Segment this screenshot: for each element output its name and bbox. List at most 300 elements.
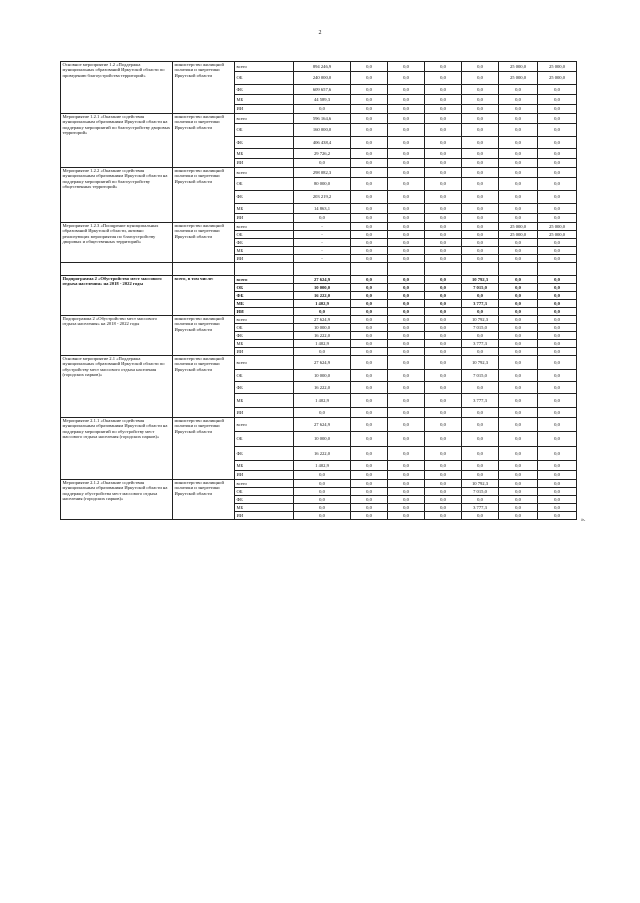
funding-source-cell: ФБ xyxy=(235,191,294,204)
funding-source-cell: ИИ xyxy=(235,159,294,168)
value-cell: 25 000,0 xyxy=(538,231,577,239)
funding-source-cell: всего xyxy=(235,480,294,488)
funding-source-cell: МБ xyxy=(235,340,294,348)
value-cell: 0,0 xyxy=(499,394,538,408)
value-cell: 0,0 xyxy=(351,223,388,231)
program-name-cell: Мероприятие 1.2.2 «Оказание содействия муниципальным образованиям Иркутской области на поддержку мероприятий по благоустройству общественных территорий» xyxy=(61,168,173,223)
table-row xyxy=(61,356,577,370)
value-cell: 0,0 xyxy=(388,124,425,137)
value-cell: 0,0 xyxy=(388,408,425,418)
value-cell: 0,0 xyxy=(351,316,388,324)
value-cell: 0,0 xyxy=(425,204,462,214)
value-cell: 3 777,3 xyxy=(462,394,499,408)
value-cell: 25 000,0 xyxy=(499,72,538,85)
value-cell: 0,0 xyxy=(462,432,499,447)
funding-source-cell: всего xyxy=(235,356,294,370)
spacer-cell xyxy=(351,263,388,276)
value-cell: 16 222,0 xyxy=(294,382,351,394)
value-cell: 0,0 xyxy=(388,255,425,263)
value-cell: 0,0 xyxy=(351,62,388,72)
value-cell: 10 000,0 xyxy=(294,432,351,447)
funding-source-cell: всего xyxy=(235,62,294,72)
value-cell: 0,0 xyxy=(499,356,538,370)
value-cell: 44 589,3 xyxy=(294,95,351,105)
value-cell: 0,0 xyxy=(351,191,388,204)
value-cell: 0,0 xyxy=(388,72,425,85)
funding-table xyxy=(60,61,577,520)
value-cell: 0,0 xyxy=(538,471,577,480)
value-cell: 14 863,1 xyxy=(294,204,351,214)
value-cell: 0,0 xyxy=(538,370,577,382)
value-cell: 0,0 xyxy=(538,382,577,394)
value-cell: 0,0 xyxy=(351,408,388,418)
value-cell: 0,0 xyxy=(351,159,388,168)
value-cell: 0,0 xyxy=(425,149,462,159)
value-cell: 0,0 xyxy=(294,308,351,316)
value-cell: 0,0 xyxy=(425,504,462,512)
value-cell: 0,0 xyxy=(538,300,577,308)
value-cell: 1 402,9 xyxy=(294,461,351,471)
value-cell: 0,0 xyxy=(538,124,577,137)
funding-source-cell: всего xyxy=(235,418,294,432)
value-cell: 0,0 xyxy=(462,231,499,239)
value-cell: 0,0 xyxy=(462,418,499,432)
value-cell: 0,0 xyxy=(294,488,351,496)
value-cell: 0,0 xyxy=(538,461,577,471)
value-cell: 0,0 xyxy=(425,85,462,95)
value-cell: 0,0 xyxy=(538,137,577,149)
value-cell: 0,0 xyxy=(351,85,388,95)
funding-source-cell: МБ xyxy=(235,394,294,408)
value-cell: 0,0 xyxy=(538,85,577,95)
funding-source-cell: ФБ xyxy=(235,85,294,95)
value-cell: 0,0 xyxy=(462,214,499,223)
spacer-cell xyxy=(538,263,577,276)
value-cell: 0,0 xyxy=(425,356,462,370)
value-cell: 0,0 xyxy=(351,418,388,432)
value-cell: 0,0 xyxy=(351,72,388,85)
table-row xyxy=(61,418,577,432)
value-cell: 0,0 xyxy=(538,149,577,159)
value-cell: 0,0 xyxy=(388,496,425,504)
value-cell: 7 015,0 xyxy=(462,488,499,496)
value-cell: 0,0 xyxy=(538,348,577,356)
funding-source-cell: ОБ xyxy=(235,284,294,292)
funding-source-cell: ФБ xyxy=(235,496,294,504)
value-cell: 0,0 xyxy=(351,255,388,263)
funding-source-cell: ФБ xyxy=(235,239,294,247)
value-cell: 0,0 xyxy=(425,394,462,408)
value-cell: 0,0 xyxy=(351,332,388,340)
value-cell: 0,0 xyxy=(351,137,388,149)
value-cell: 0,0 xyxy=(388,62,425,72)
value-cell: 0,0 xyxy=(388,137,425,149)
value-cell: 10 000,0 xyxy=(294,324,351,332)
value-cell: 16 222,0 xyxy=(294,447,351,461)
value-cell: 0,0 xyxy=(425,447,462,461)
value-cell: 0,0 xyxy=(388,276,425,284)
value-cell: 0,0 xyxy=(462,461,499,471)
value-cell: 0,0 xyxy=(462,149,499,159)
value-cell: 0,0 xyxy=(499,239,538,247)
value-cell: - xyxy=(294,255,351,263)
value-cell: 0,0 xyxy=(462,168,499,178)
value-cell: 0,0 xyxy=(351,447,388,461)
value-cell: 0,0 xyxy=(462,348,499,356)
executor-cell: министерство жилищной политики и энергетики Иркутской области xyxy=(173,356,235,418)
value-cell: 0,0 xyxy=(351,496,388,504)
value-cell: 0,0 xyxy=(351,178,388,191)
value-cell: 0,0 xyxy=(538,316,577,324)
value-cell: 0,0 xyxy=(351,204,388,214)
value-cell: 0,0 xyxy=(538,168,577,178)
program-name-cell: Основное мероприятие 2.1 «Поддержка муниципальных образований Иркутской области по обустройству мест массового отдыха населения (городских парков)» xyxy=(61,356,173,418)
value-cell: 0,0 xyxy=(538,488,577,496)
value-cell: 0,0 xyxy=(351,348,388,356)
value-cell: 0,0 xyxy=(351,370,388,382)
value-cell: 0,0 xyxy=(351,292,388,300)
value-cell: 0,0 xyxy=(499,512,538,520)
value-cell: 0,0 xyxy=(388,247,425,255)
value-cell: 0,0 xyxy=(425,62,462,72)
value-cell: 0,0 xyxy=(538,332,577,340)
value-cell: 0,0 xyxy=(462,191,499,204)
value-cell: 0,0 xyxy=(499,471,538,480)
value-cell: 0,0 xyxy=(351,168,388,178)
value-cell: 0,0 xyxy=(462,247,499,255)
value-cell: 0,0 xyxy=(538,114,577,124)
value-cell: 0,0 xyxy=(425,105,462,114)
value-cell: 0,0 xyxy=(425,168,462,178)
spacer-cell xyxy=(462,263,499,276)
funding-table-body xyxy=(61,62,577,520)
value-cell: 0,0 xyxy=(388,512,425,520)
value-cell: 1 402,9 xyxy=(294,300,351,308)
funding-source-cell: МБ xyxy=(235,504,294,512)
value-cell: 0,0 xyxy=(538,408,577,418)
funding-source-cell: ИИ xyxy=(235,214,294,223)
value-cell: 160 000,0 xyxy=(294,124,351,137)
value-cell: 0,0 xyxy=(388,178,425,191)
funding-source-cell: ФБ xyxy=(235,292,294,300)
value-cell: 0,0 xyxy=(294,348,351,356)
value-cell: 0,0 xyxy=(388,356,425,370)
funding-source-cell: МБ xyxy=(235,95,294,105)
value-cell: 0,0 xyxy=(388,159,425,168)
value-cell: 0,0 xyxy=(462,308,499,316)
value-cell: 0,0 xyxy=(351,340,388,348)
value-cell: 0,0 xyxy=(538,276,577,284)
value-cell: 0,0 xyxy=(499,408,538,418)
spacer-cell xyxy=(173,263,235,276)
value-cell: 0,0 xyxy=(425,300,462,308)
value-cell: 10 792,3 xyxy=(462,276,499,284)
value-cell: 0,0 xyxy=(499,85,538,95)
funding-source-cell: ИИ xyxy=(235,408,294,418)
value-cell: 29 726,2 xyxy=(294,149,351,159)
value-cell: 0,0 xyxy=(425,488,462,496)
value-cell: 0,0 xyxy=(462,124,499,137)
funding-source-cell: ИИ xyxy=(235,348,294,356)
executor-cell: всего, в том числе: xyxy=(173,276,235,316)
value-cell: 0,0 xyxy=(388,85,425,95)
value-cell: 0,0 xyxy=(351,105,388,114)
value-cell: 0,0 xyxy=(499,178,538,191)
program-name-cell: Подпрограмма 2 «Обустройство мест массового отдыха населения» на 2018 - 2022 годы xyxy=(61,276,173,316)
value-cell: 0,0 xyxy=(425,95,462,105)
value-cell: 0,0 xyxy=(462,239,499,247)
value-cell: 0,0 xyxy=(388,231,425,239)
value-cell: 0,0 xyxy=(499,324,538,332)
value-cell: 0,0 xyxy=(499,95,538,105)
value-cell: 0,0 xyxy=(499,292,538,300)
table-row xyxy=(61,223,577,231)
value-cell: 0,0 xyxy=(388,447,425,461)
table-row xyxy=(61,168,577,178)
value-cell: 0,0 xyxy=(388,332,425,340)
value-cell: 0,0 xyxy=(462,471,499,480)
value-cell: 0,0 xyxy=(388,370,425,382)
value-cell: 0,0 xyxy=(388,324,425,332)
table-row xyxy=(61,480,577,488)
value-cell: 0,0 xyxy=(388,300,425,308)
executor-cell: министерство жилищной политики и энергетики Иркутской области xyxy=(173,418,235,480)
value-cell: 0,0 xyxy=(462,408,499,418)
value-cell: 0,0 xyxy=(425,512,462,520)
value-cell: 0,0 xyxy=(351,504,388,512)
value-cell: 0,0 xyxy=(388,488,425,496)
funding-source-cell: МБ xyxy=(235,300,294,308)
value-cell: 0,0 xyxy=(425,231,462,239)
value-cell: 0,0 xyxy=(499,247,538,255)
value-cell: 0,0 xyxy=(462,223,499,231)
value-cell: 0,0 xyxy=(499,300,538,308)
value-cell: 0,0 xyxy=(538,496,577,504)
value-cell: 0,0 xyxy=(351,239,388,247)
executor-cell: министерство жилищной политики и энергетики Иркутской области xyxy=(173,223,235,263)
value-cell: 0,0 xyxy=(499,447,538,461)
value-cell: 0,0 xyxy=(425,332,462,340)
funding-source-cell: всего xyxy=(235,276,294,284)
program-name-cell: Мероприятие 1.2.1 «Оказание содействия муниципальным образованиям Иркутской области на поддержку мероприятий по благоустройству дворовых территорий» xyxy=(61,114,173,168)
value-cell: 1 402,9 xyxy=(294,340,351,348)
funding-source-cell: ИИ xyxy=(235,255,294,263)
value-cell: 0,0 xyxy=(351,124,388,137)
funding-source-cell: ИИ xyxy=(235,105,294,114)
value-cell: - xyxy=(294,239,351,247)
value-cell: 0,0 xyxy=(538,191,577,204)
value-cell: 0,0 xyxy=(499,214,538,223)
value-cell: 0,0 xyxy=(462,512,499,520)
funding-source-cell: ОБ xyxy=(235,72,294,85)
value-cell: 0,0 xyxy=(499,105,538,114)
value-cell: 0,0 xyxy=(351,231,388,239)
program-name-cell: Мероприятие 1.2.3 «Поощрение муниципальных образований Иркутской области, активно реализующих мероприятия по благоустройству дворовых и общественных территорий» xyxy=(61,223,173,263)
value-cell: 25 000,0 xyxy=(499,223,538,231)
value-cell: 0,0 xyxy=(425,382,462,394)
value-cell: 0,0 xyxy=(462,95,499,105)
value-cell: 0,0 xyxy=(294,512,351,520)
spacer-cell xyxy=(61,263,173,276)
value-cell: 0,0 xyxy=(425,471,462,480)
funding-source-cell: ОБ xyxy=(235,178,294,191)
value-cell: 0,0 xyxy=(538,105,577,114)
value-cell: 10 000,0 xyxy=(294,370,351,382)
value-cell: 7 015,0 xyxy=(462,284,499,292)
value-cell: 0,0 xyxy=(425,340,462,348)
value-cell: 0,0 xyxy=(425,480,462,488)
value-cell: 0,0 xyxy=(538,292,577,300)
value-cell: 0,0 xyxy=(462,292,499,300)
value-cell: 0,0 xyxy=(351,214,388,223)
value-cell: 0,0 xyxy=(499,382,538,394)
value-cell: 0,0 xyxy=(499,191,538,204)
value-cell: 0,0 xyxy=(499,480,538,488)
value-cell: 0,0 xyxy=(499,432,538,447)
program-name-cell: Основное мероприятие 1.2 «Поддержка муниципальных образований Иркутской области по проведению благоустройства территорий» xyxy=(61,62,173,114)
value-cell: 0,0 xyxy=(499,370,538,382)
value-cell: 0,0 xyxy=(388,149,425,159)
value-cell: 0,0 xyxy=(425,418,462,432)
value-cell: 0,0 xyxy=(462,332,499,340)
value-cell: 0,0 xyxy=(425,292,462,300)
value-cell: 0,0 xyxy=(425,223,462,231)
value-cell: 0,0 xyxy=(462,382,499,394)
value-cell: 10 792,3 xyxy=(462,356,499,370)
value-cell: 0,0 xyxy=(388,316,425,324)
value-cell: 240 000,0 xyxy=(294,72,351,85)
value-cell: 894 246,9 xyxy=(294,62,351,72)
funding-source-cell: ОБ xyxy=(235,231,294,239)
value-cell: 0,0 xyxy=(388,471,425,480)
value-cell: 0,0 xyxy=(351,382,388,394)
funding-source-cell: всего xyxy=(235,168,294,178)
executor-cell: министерство жилищной политики и энергетики Иркутской области xyxy=(173,62,235,114)
value-cell: 0,0 xyxy=(351,114,388,124)
value-cell: 0,0 xyxy=(499,504,538,512)
spacer-cell xyxy=(294,263,351,276)
value-cell: 0,0 xyxy=(294,159,351,168)
value-cell: 0,0 xyxy=(425,114,462,124)
spacer-cell xyxy=(235,263,294,276)
value-cell: 0,0 xyxy=(538,512,577,520)
funding-source-cell: МБ xyxy=(235,461,294,471)
executor-cell: министерство жилищной политики и энергетики Иркутской области xyxy=(173,480,235,520)
value-cell: 0,0 xyxy=(462,178,499,191)
value-cell: 25 000,0 xyxy=(538,62,577,72)
value-cell: 0,0 xyxy=(388,284,425,292)
program-name-cell: Мероприятие 2.1.2 «Оказание содействия муниципальным образованиям Иркутской области на поддержку обустройства мест массового отдыха населения (городских парков)» xyxy=(61,480,173,520)
value-cell: 0,0 xyxy=(499,308,538,316)
value-cell: 0,0 xyxy=(351,461,388,471)
value-cell: 0,0 xyxy=(462,255,499,263)
value-cell: 0,0 xyxy=(425,432,462,447)
value-cell: 0,0 xyxy=(538,95,577,105)
value-cell: 27 624,9 xyxy=(294,418,351,432)
funding-source-cell: ФБ xyxy=(235,447,294,461)
value-cell: 0,0 xyxy=(294,480,351,488)
value-cell: 0,0 xyxy=(425,370,462,382)
value-cell: 0,0 xyxy=(388,292,425,300)
funding-source-cell: ОБ xyxy=(235,488,294,496)
value-cell: 0,0 xyxy=(538,340,577,348)
value-cell: 7 015,0 xyxy=(462,370,499,382)
value-cell: 0,0 xyxy=(294,214,351,223)
value-cell: 0,0 xyxy=(351,480,388,488)
value-cell: 0,0 xyxy=(499,137,538,149)
table-row xyxy=(61,114,577,124)
value-cell: 0,0 xyxy=(425,408,462,418)
value-cell: 0,0 xyxy=(462,114,499,124)
value-cell: - xyxy=(294,223,351,231)
value-cell: 10 000,0 xyxy=(294,284,351,292)
spacer-row xyxy=(61,263,577,276)
value-cell: 0,0 xyxy=(425,191,462,204)
funding-source-cell: МБ xyxy=(235,247,294,255)
value-cell: 25 000,0 xyxy=(538,72,577,85)
value-cell: 0,0 xyxy=(351,247,388,255)
funding-source-cell: МБ xyxy=(235,204,294,214)
value-cell: 0,0 xyxy=(388,394,425,408)
value-cell: 0,0 xyxy=(499,348,538,356)
value-cell: 0,0 xyxy=(462,447,499,461)
value-cell: 0,0 xyxy=(294,105,351,114)
value-cell: 0,0 xyxy=(538,247,577,255)
value-cell: 0,0 xyxy=(351,324,388,332)
value-cell: 0,0 xyxy=(388,114,425,124)
value-cell: 0,0 xyxy=(425,284,462,292)
value-cell: 0,0 xyxy=(388,382,425,394)
executor-cell: министерство жилищной политики и энергетики Иркутской области xyxy=(173,168,235,223)
value-cell: 0,0 xyxy=(388,461,425,471)
value-cell: 0,0 xyxy=(538,178,577,191)
value-cell: 0,0 xyxy=(499,159,538,168)
value-cell: 10 792,3 xyxy=(462,316,499,324)
value-cell: 0,0 xyxy=(388,239,425,247)
value-cell: 596 164,6 xyxy=(294,114,351,124)
value-cell: 0,0 xyxy=(462,72,499,85)
value-cell: 0,0 xyxy=(425,316,462,324)
value-cell: 0,0 xyxy=(462,137,499,149)
value-cell: 0,0 xyxy=(351,512,388,520)
value-cell: 406 438,4 xyxy=(294,137,351,149)
value-cell: 0,0 xyxy=(425,348,462,356)
value-cell: 0,0 xyxy=(538,214,577,223)
value-cell: 0,0 xyxy=(351,276,388,284)
value-cell: 0,0 xyxy=(351,300,388,308)
page-number: 2 xyxy=(318,30,322,36)
value-cell: 0,0 xyxy=(499,168,538,178)
value-cell: 0,0 xyxy=(425,276,462,284)
value-cell: 0,0 xyxy=(388,418,425,432)
value-cell: 3 777,3 xyxy=(462,300,499,308)
value-cell: 0,0 xyxy=(462,496,499,504)
value-cell: 0,0 xyxy=(425,255,462,263)
funding-source-cell: ФБ xyxy=(235,382,294,394)
value-cell: 7 015,0 xyxy=(462,324,499,332)
value-cell: 0,0 xyxy=(294,496,351,504)
value-cell: 0,0 xyxy=(425,159,462,168)
value-cell: 0,0 xyxy=(351,488,388,496)
table-row xyxy=(61,62,577,72)
executor-cell: министерство жилищной политики и энергетики Иркутской области xyxy=(173,114,235,168)
value-cell: 0,0 xyxy=(425,461,462,471)
value-cell: 0,0 xyxy=(351,308,388,316)
value-cell: 80 000,0 xyxy=(294,178,351,191)
value-cell: 0,0 xyxy=(499,316,538,324)
value-cell: 0,0 xyxy=(462,159,499,168)
value-cell: 609 657,6 xyxy=(294,85,351,95)
